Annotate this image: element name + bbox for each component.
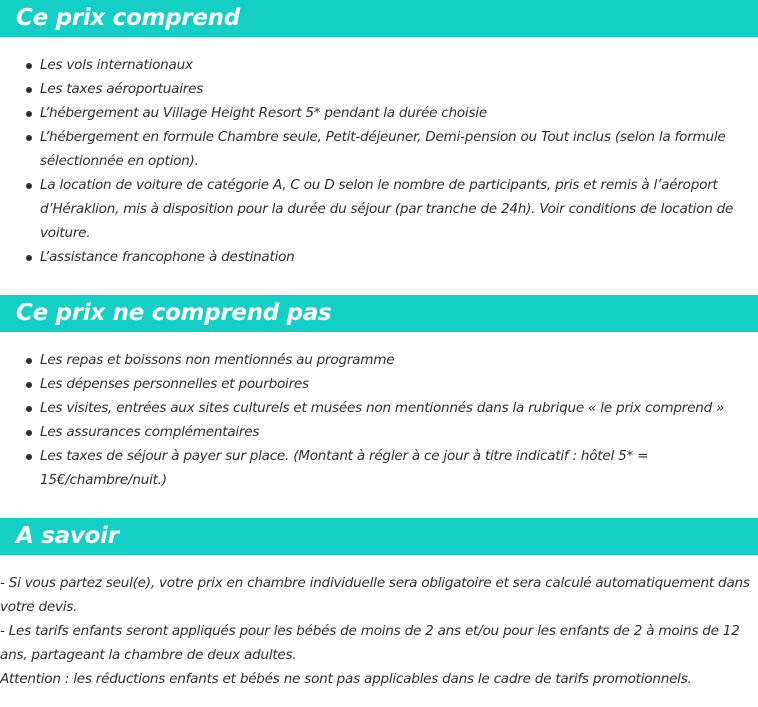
bullet-icon (26, 135, 32, 141)
bullet-icon (26, 454, 32, 460)
section-title: Ce prix ne comprend pas (16, 300, 332, 326)
section-header-good-to-know (0, 518, 758, 555)
bullet-icon (26, 255, 32, 261)
bullet-icon (26, 430, 32, 436)
bullet-icon (26, 63, 32, 69)
includes-list (0, 53, 758, 269)
note-paragraph: Attention : les réductions enfants et bébés ne sont pas applicables dans le cadre de tarifs promotionnels. (0, 671, 692, 687)
note-paragraph: - Les tarifs enfants seront appliqués pour les bébés de moins de 2 ans et/ou pour les enfants de 2 à moins de 12 ans, partageant la chambre de deux adultes. (0, 623, 740, 663)
good-to-know-notes (0, 571, 756, 691)
list-item: Les taxes aéroportuaires (0, 77, 758, 101)
list-item: Les taxes de séjour à payer sur place. (Montant à régler à ce jour à titre indicatif : hôtel 5* = 15€/chambre/nuit.) (0, 444, 758, 492)
list-item: La location de voiture de catégorie A, C ou D selon le nombre de participants, pris et remis à l’aéroport d’Héraklion, mis à disposition pour la durée du séjour (par tranche de 24h). Voir conditions de location de voiture. (0, 173, 758, 245)
list-item: Les vols internationaux (0, 53, 758, 77)
list-item: L’assistance francophone à destination (0, 245, 758, 269)
section-title: Ce prix comprend (16, 5, 240, 31)
note-paragraph: - Si vous partez seul(e), votre prix en chambre individuelle sera obligatoire et sera calculé automatiquement dans votre devis. (0, 575, 750, 615)
bullet-icon (26, 406, 32, 412)
section-title: A savoir (16, 523, 119, 549)
section-header-includes (0, 0, 758, 37)
list-item: L’hébergement au Village Height Resort 5* pendant la durée choisie (0, 101, 758, 125)
list-item: Les dépenses personnelles et pourboires (0, 372, 758, 396)
excludes-list (0, 348, 758, 492)
bullet-icon (26, 111, 32, 117)
list-item: L’hébergement en formule Chambre seule, Petit-déjeuner, Demi-pension ou Tout inclus (selon la formule sélectionnée en option). (0, 125, 758, 173)
list-item: Les repas et boissons non mentionnés au programme (0, 348, 758, 372)
bullet-icon (26, 358, 32, 364)
section-header-excludes (0, 295, 758, 332)
bullet-icon (26, 382, 32, 388)
list-item: Les visites, entrées aux sites culturels et musées non mentionnés dans la rubrique « le prix comprend » (0, 396, 758, 420)
bullet-icon (26, 183, 32, 189)
bullet-icon (26, 87, 32, 93)
list-item: Les assurances complémentaires (0, 420, 758, 444)
